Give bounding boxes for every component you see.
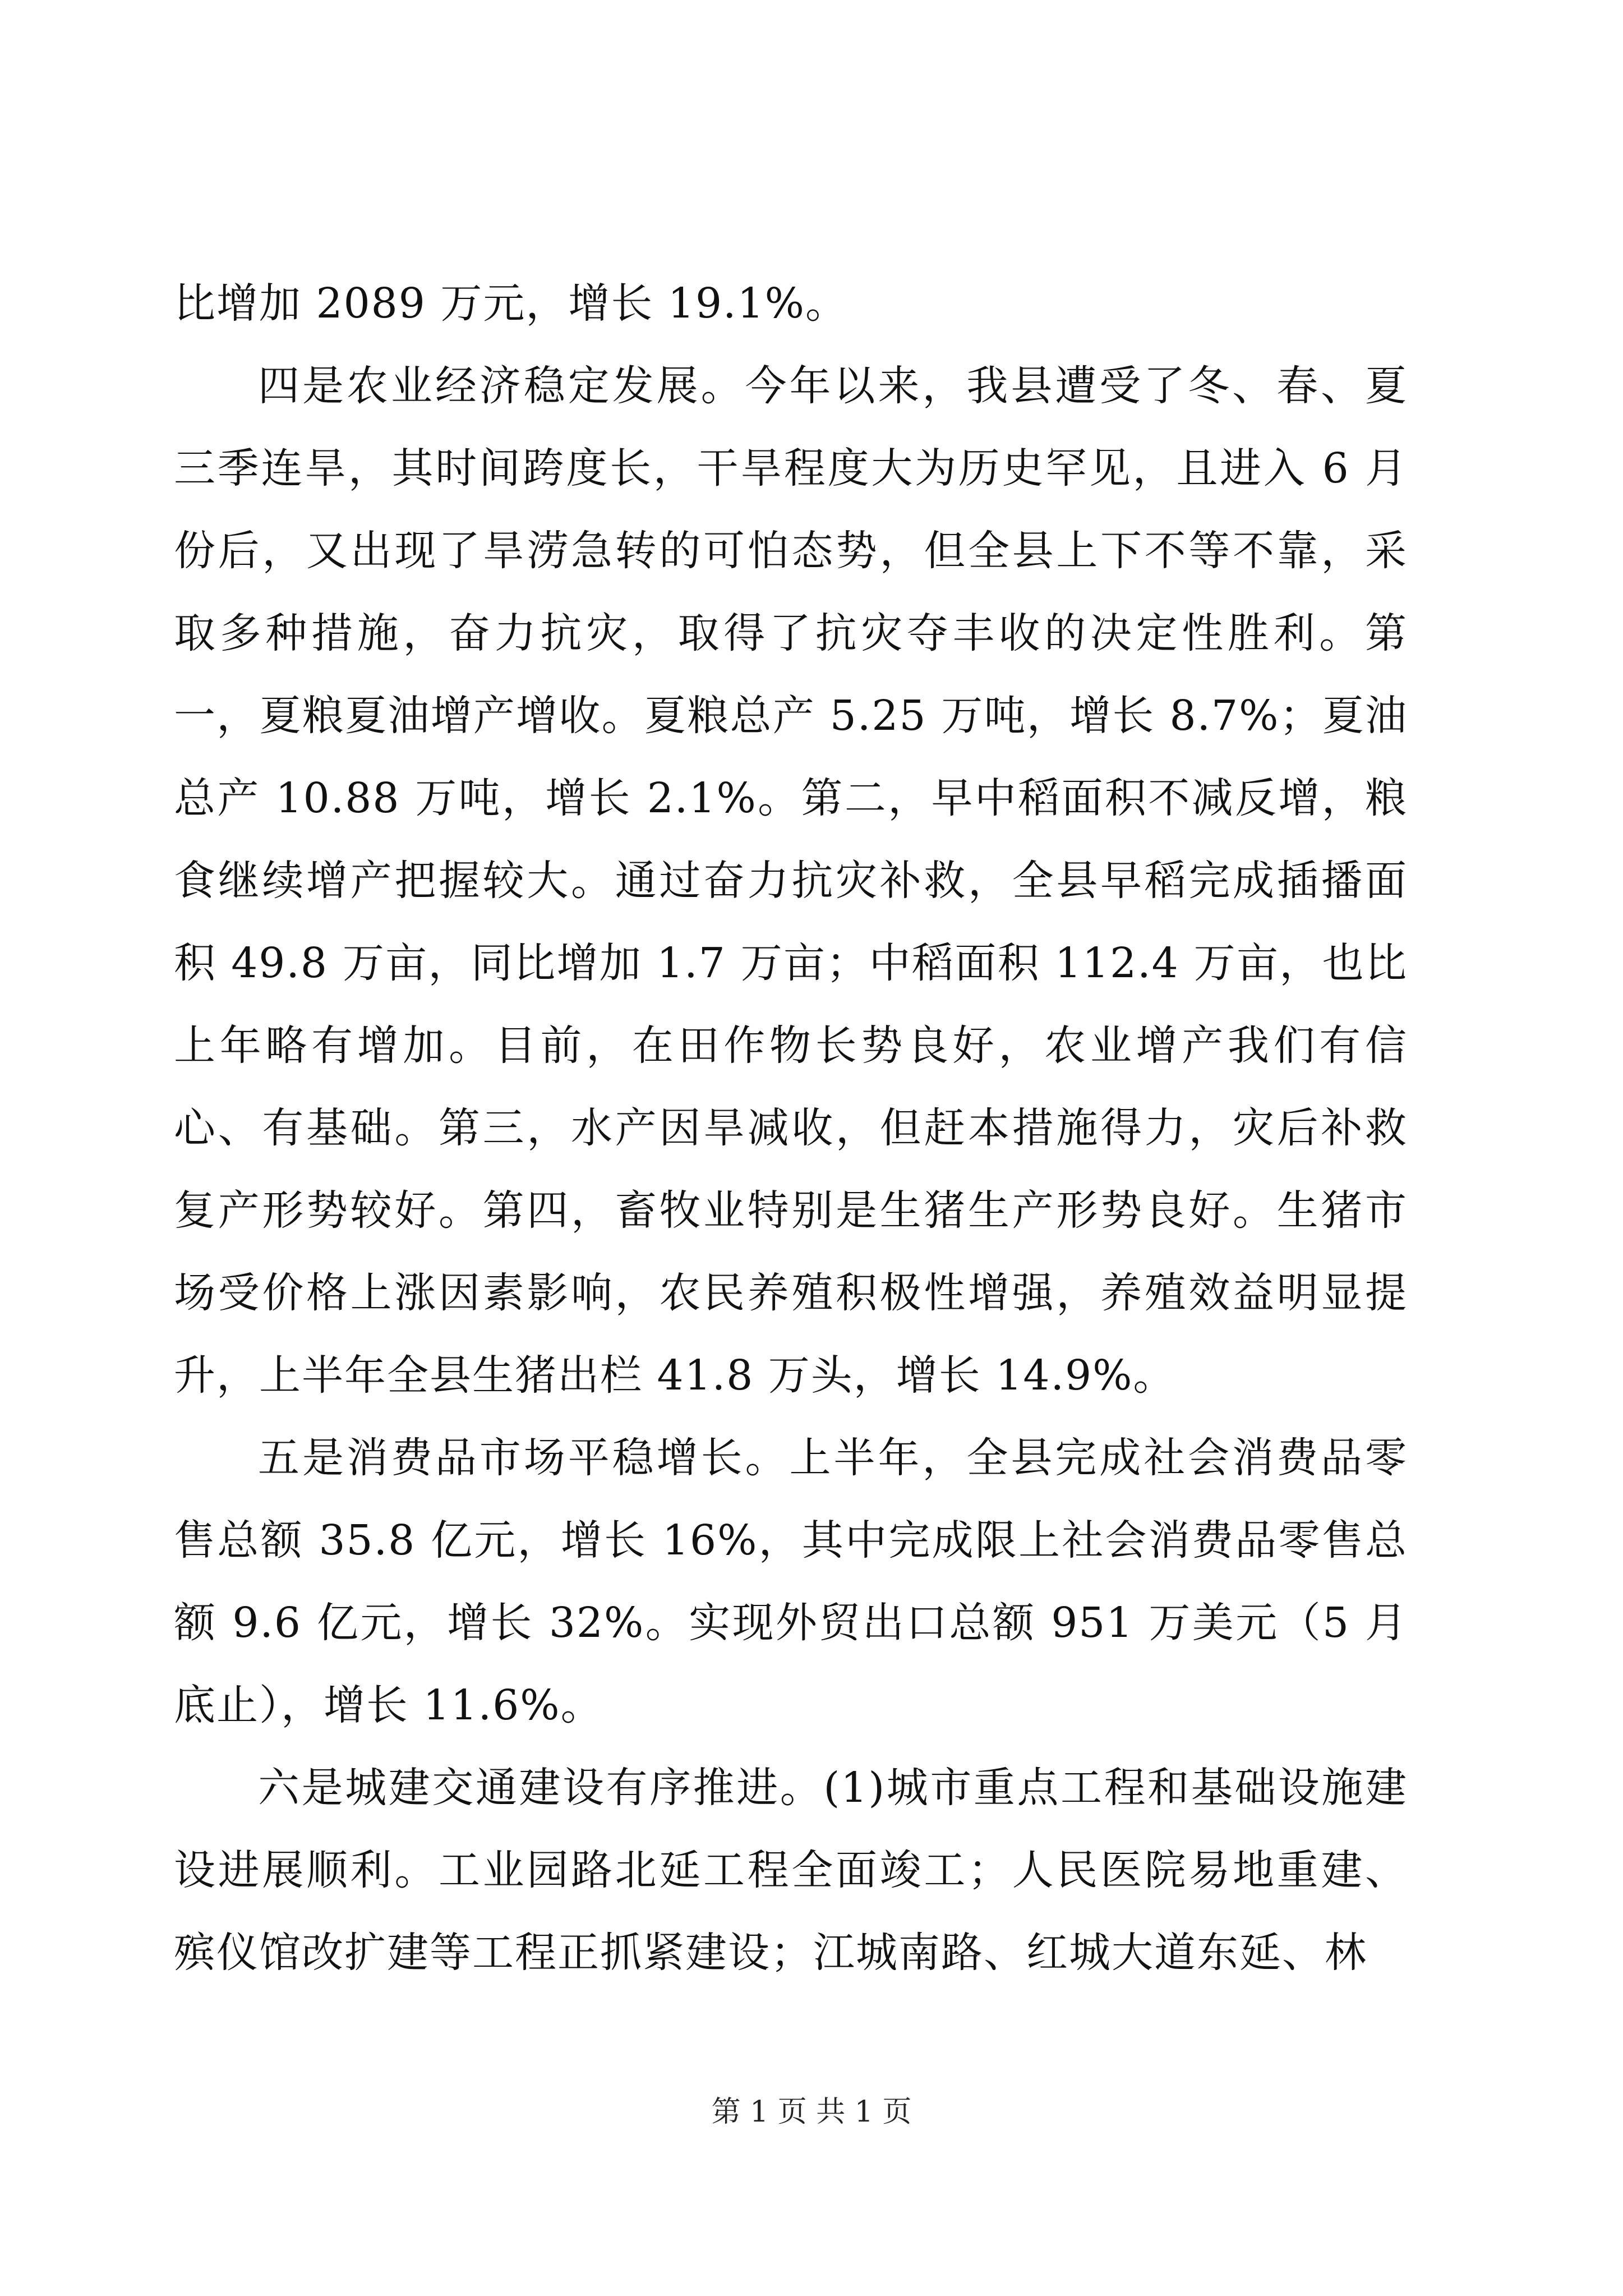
paragraph-urban-construction: 六是城建交通建设有序推进。(1)城市重点工程和基础设施建设进展顺利。工业园路北延工程全面竣工；人民医院易地重建、殡仪馆改扩建等工程正抓紧建设；江城南路、红城大道东延、林 xyxy=(174,1764,1408,1977)
paragraph-agriculture: 四是农业经济稳定发展。今年以来，我县遭受了冬、春、夏三季连旱，其时间跨度长，干旱程度大为历史罕见，且进入 6 月份后，又出现了旱涝急转的可怕态势，但全县上下不等不靠，采取多种措施，奋力抗灾，取得了抗灾夺丰收的决定性胜利。第一，夏粮夏油增产增收。夏粮总产 5.25 万吨，增长 8.7%；夏油总产 10.88 万吨，增长 2.1%。第二，早中稻面积不减反增，粮食继续增产把握较大。通过奋力抗灾补救，全县早稻完成插播面积 49.8 万亩，同比增加 1.7 万亩；中稻面积 112.4 万亩，也比上年略有增加。目前，在田作物长势良好，农业增产我们有信心、有基础。第三，水产因旱减收，但赶本措施得力，灾后补救复产形势较好。第四，畜牧业特别是生猪生产形势良好。生猪市场受价格上涨因素影响，农民养殖积极性增强，养殖效益明显提升，上半年全县生猪出栏 41.8 万头，增长 14.9%。 xyxy=(174,362,1408,1400)
page-footer: 第 1 页 共 1 页 xyxy=(711,2095,912,2129)
document-body xyxy=(174,263,1408,1994)
paragraph-continuation: 比增加 2089 万元，增长 19.1%。 xyxy=(174,279,848,328)
paragraph-consumer-market: 五是消费品市场平稳增长。上半年，全县完成社会消费品零售总额 35.8 亿元，增长 16%，其中完成限上社会消费品零售总额 9.6 亿元，增长 32%。实现外贸出口总额 951 万美元（5 月底止），增长 11.6%。 xyxy=(174,1434,1408,1729)
